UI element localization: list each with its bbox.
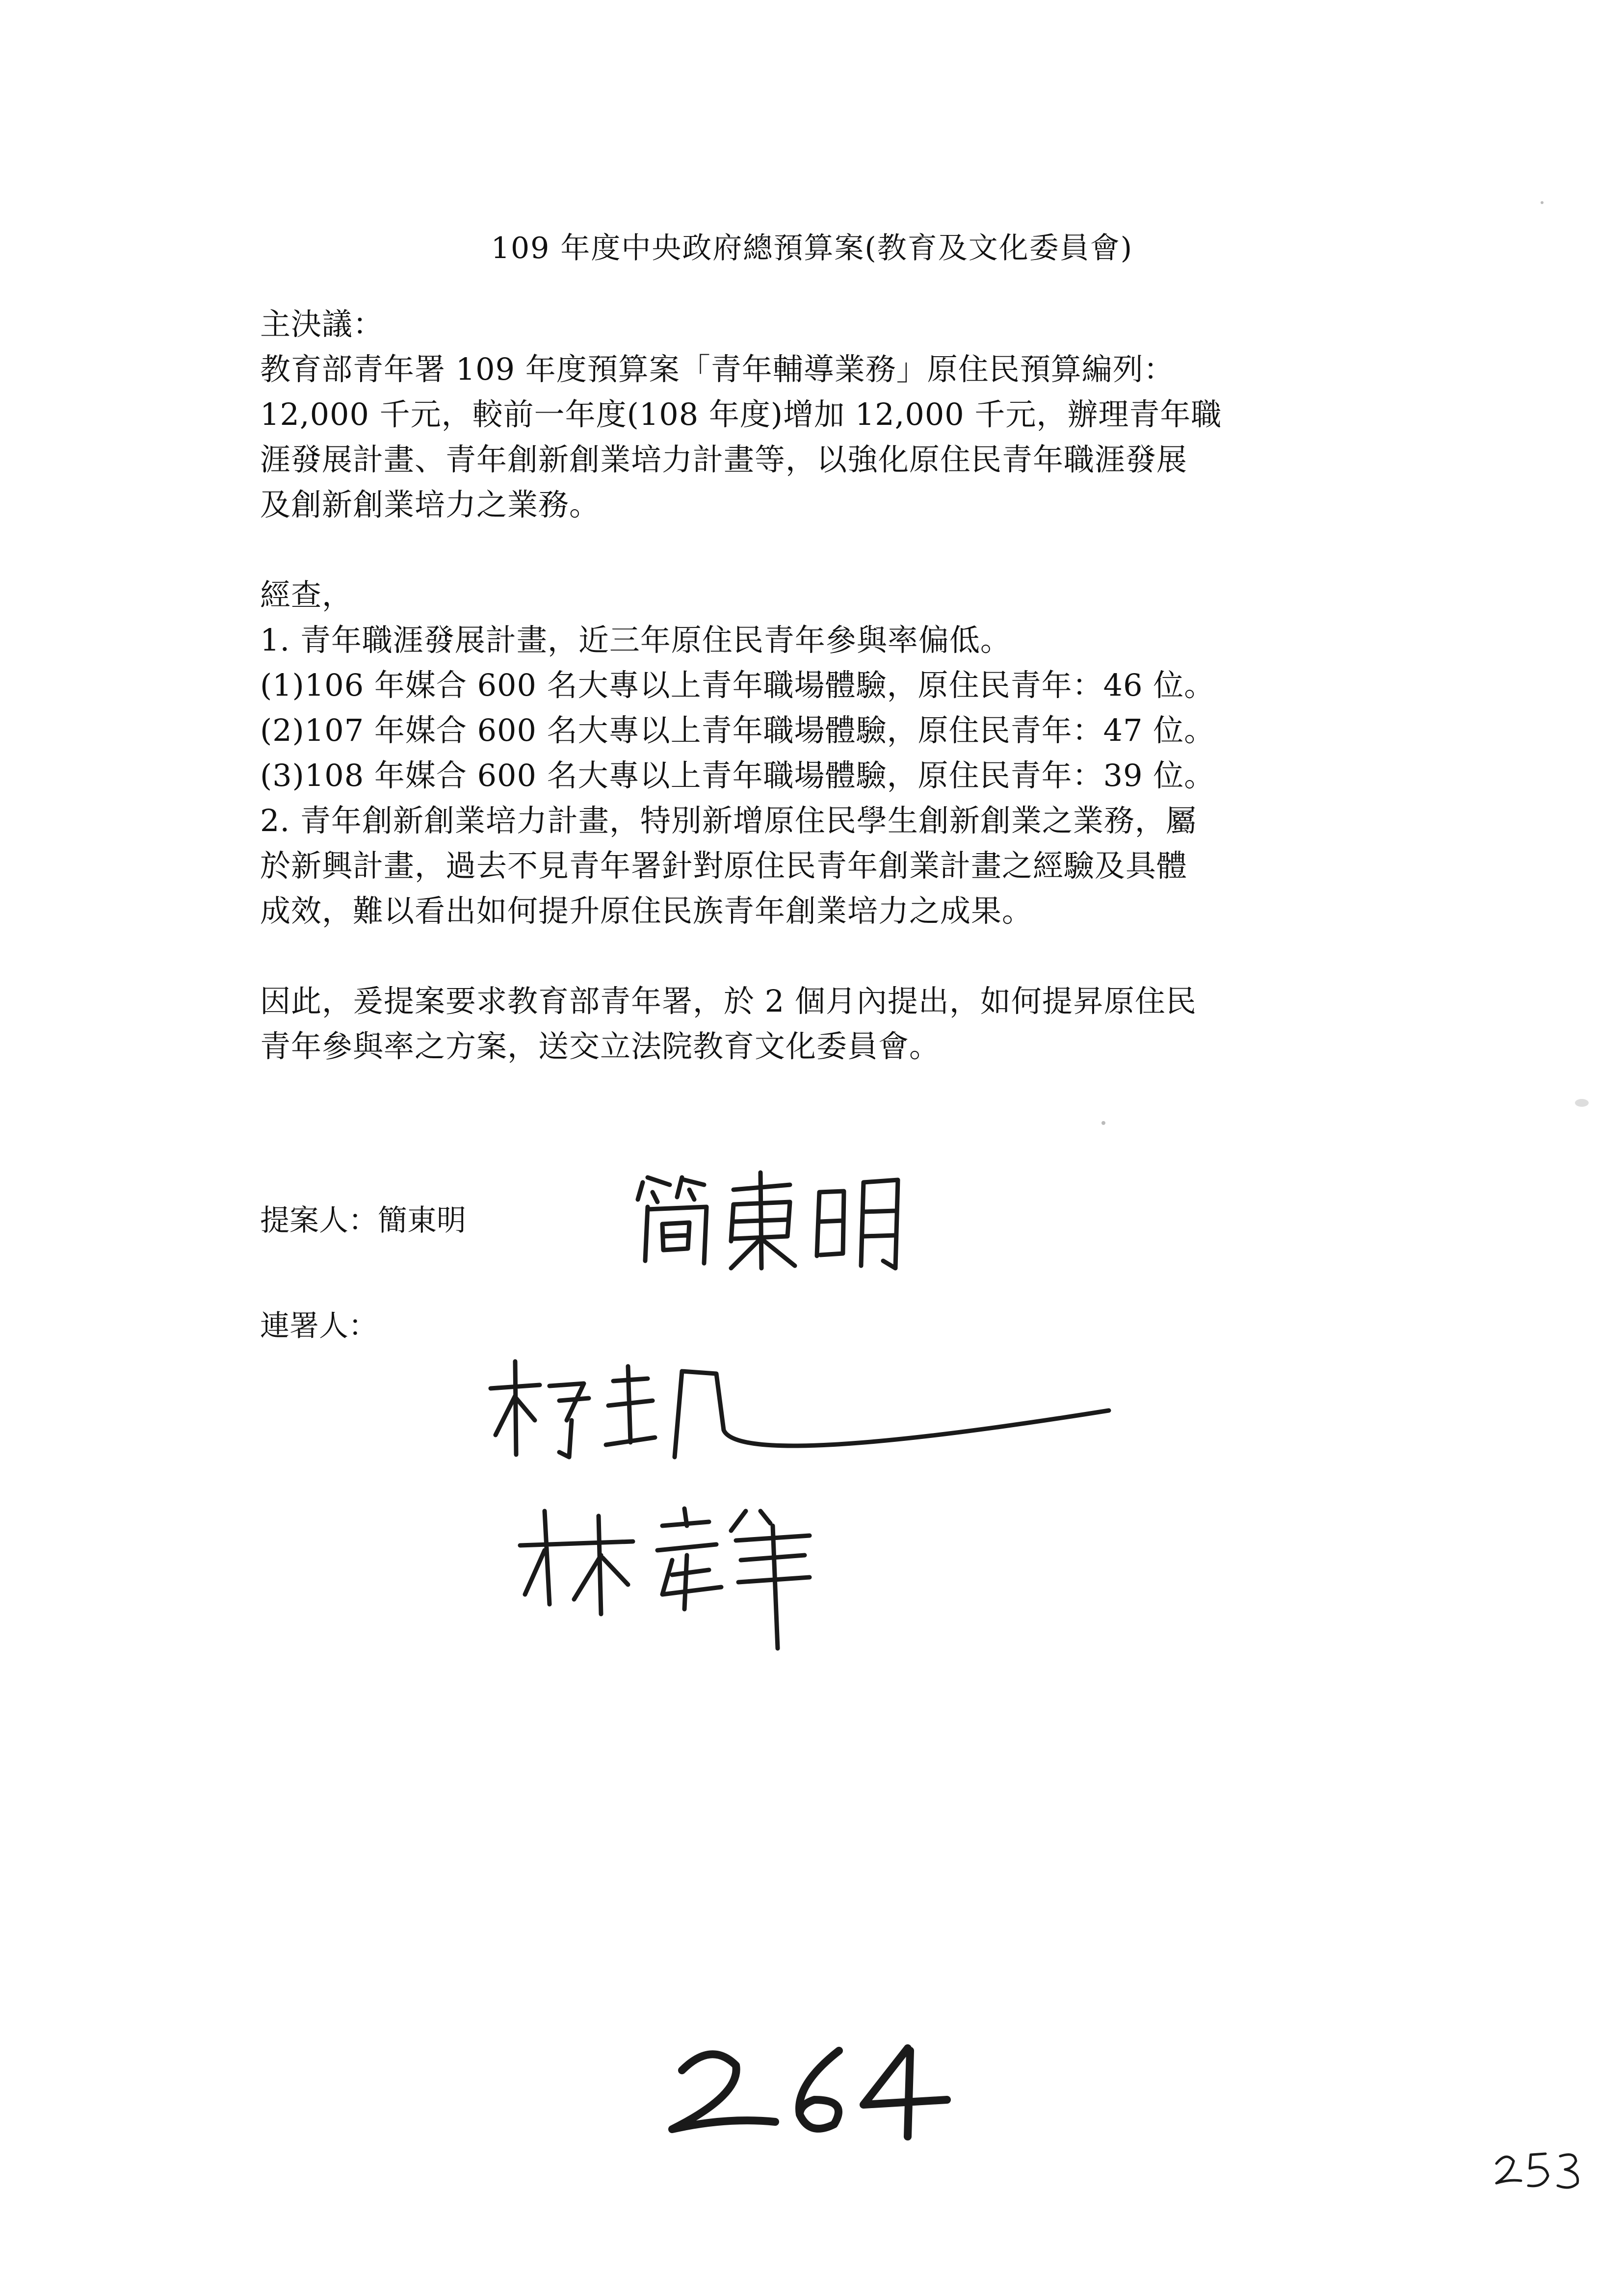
resolution-line: 及創新創業培力之業務。 bbox=[260, 487, 601, 522]
document-body bbox=[260, 302, 1403, 1069]
main-resolution-label: 主決議： bbox=[260, 306, 384, 342]
scan-speck bbox=[1101, 1121, 1105, 1125]
resolution-line: 涯發展計畫、青年創新創業培力計畫等，以強化原住民青年職涯發展 bbox=[260, 442, 1188, 477]
findings-line: 1. 青年職涯發展計畫，近三年原住民青年參與率偏低。 bbox=[260, 622, 1011, 658]
findings-line: 成效，難以看出如何提升原住民族青年創業培力之成果。 bbox=[260, 893, 1033, 929]
findings-line: (1)106 年媒合 600 名大專以上青年職場體驗，原住民青年：46 位。 bbox=[260, 667, 1215, 703]
findings-line: 2. 青年創新創業培力計畫，特別新增原住民學生創新創業之業務，屬 bbox=[260, 803, 1197, 838]
scan-speck bbox=[1575, 1099, 1589, 1107]
proposer-signature bbox=[633, 1163, 908, 1276]
resolution-line: 12,000 千元，較前一年度(108 年度)增加 12,000 千元，辦理青年職 bbox=[260, 396, 1222, 432]
resolution-line: 教育部青年署 109 年度預算案「青年輔導業務」原住民預算編列： bbox=[260, 351, 1175, 387]
findings-label: 經查， bbox=[260, 577, 353, 613]
handwritten-page-number bbox=[653, 2031, 957, 2144]
cosigner-label: 連署人： bbox=[260, 1309, 378, 1343]
handwritten-corner-number bbox=[1492, 2144, 1590, 2198]
conclusion-line: 因此，爰提案要求教育部青年署，於 2 個月內提出，如何提昇原住民 bbox=[260, 983, 1197, 1019]
conclusion-line: 青年參與率之方案，送交立法院教育文化委員會。 bbox=[260, 1028, 941, 1064]
proposer-label: 提案人：簡東明 bbox=[260, 1203, 466, 1238]
document-title: 109 年度中央政府總預算案(教育及文化委員會) bbox=[491, 231, 1133, 265]
findings-line: (2)107 年媒合 600 名大專以上青年職場體驗，原住民青年：47 位。 bbox=[260, 712, 1215, 748]
cosigner-signature bbox=[486, 1352, 1124, 1469]
cosigner-signature bbox=[515, 1496, 829, 1653]
findings-line: 於新興計畫，過去不見青年署針對原住民青年創業計畫之經驗及具體 bbox=[260, 848, 1188, 884]
scan-speck bbox=[1541, 201, 1544, 204]
findings-line: (3)108 年媒合 600 名大專以上青年職場體驗，原住民青年：39 位。 bbox=[260, 757, 1215, 793]
